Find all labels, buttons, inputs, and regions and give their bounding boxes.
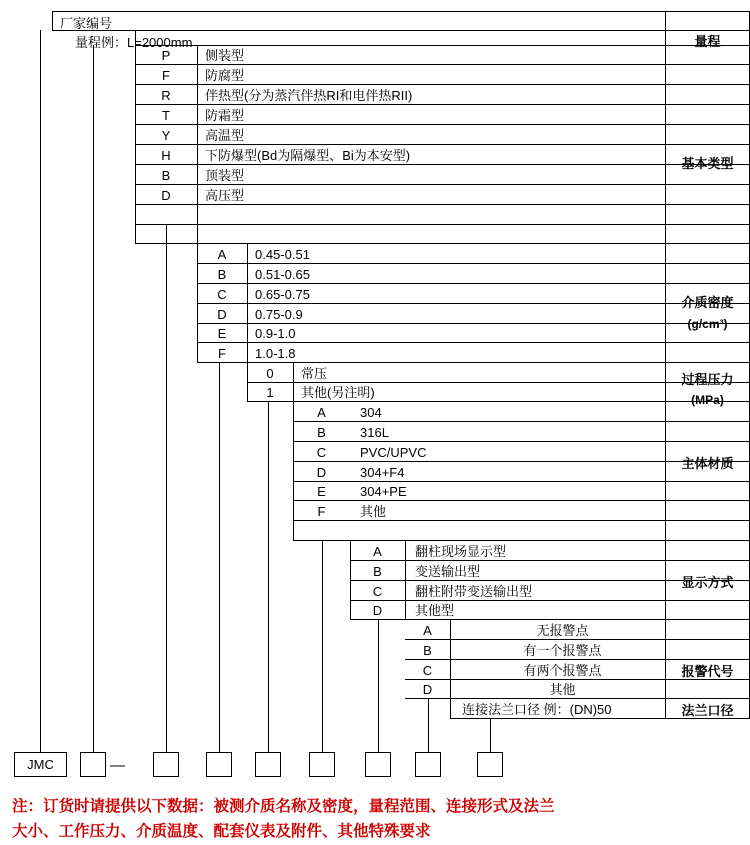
density-code: C bbox=[217, 287, 227, 302]
row-label-density bbox=[665, 292, 750, 331]
lead-range bbox=[93, 45, 94, 752]
row-label-basic-type: 基本类型 bbox=[681, 156, 734, 171]
display-code: B bbox=[373, 564, 382, 579]
row-label-pressure bbox=[665, 369, 750, 407]
alarm-code: D bbox=[422, 682, 433, 697]
lead-display bbox=[378, 619, 379, 752]
flange-code-box[interactable] bbox=[477, 752, 503, 777]
rule-top bbox=[52, 11, 750, 12]
density-code: E bbox=[217, 326, 227, 341]
material-code-box[interactable] bbox=[309, 752, 335, 777]
basic-type-code: D bbox=[161, 188, 171, 203]
basic-type-desc: 伴热型(分为蒸汽伴热RI和电伴热RII) bbox=[205, 88, 413, 103]
manufacturer-number-label: 厂家编号 bbox=[60, 16, 113, 31]
basic-type-code: P bbox=[161, 48, 171, 63]
alarm-desc: 无报警点 bbox=[536, 623, 589, 638]
alarm-desc: 有一个报警点 bbox=[523, 643, 602, 658]
lead-flange bbox=[490, 718, 491, 752]
range-example-label: 量程例：L=2000mm bbox=[75, 35, 193, 50]
lead-material bbox=[322, 540, 323, 752]
display-code: C bbox=[372, 584, 383, 599]
lead-density bbox=[219, 362, 220, 752]
basic-type-desc: 顶装型 bbox=[205, 168, 245, 183]
material-desc: 304+F4 bbox=[360, 465, 405, 480]
basic-type-desc: 高压型 bbox=[205, 188, 245, 203]
rule-mat-end bbox=[293, 540, 750, 541]
separator-dash: — bbox=[110, 757, 125, 774]
vrule-alarm-right bbox=[450, 619, 451, 718]
alarm-code: B bbox=[423, 643, 432, 658]
basic-type-code: H bbox=[161, 148, 171, 163]
row-label-density-unit: (g/cm³) bbox=[687, 317, 728, 331]
rule-disp-3 bbox=[350, 600, 750, 601]
material-code: E bbox=[317, 484, 326, 499]
basic-type-desc: 下防爆型(Bd为隔爆型、Bi为本安型) bbox=[205, 148, 411, 163]
material-desc: 316L bbox=[360, 425, 389, 440]
row-label-flange: 法兰口径 bbox=[681, 703, 734, 718]
note-line-1: 注：订货时请提供以下数据：被测介质名称及密度，量程范围、连接形式及法兰 bbox=[12, 798, 555, 815]
pressure-code-box[interactable] bbox=[255, 752, 281, 777]
density-desc: 0.51-0.65 bbox=[255, 267, 310, 282]
rule-disp-4 bbox=[350, 619, 750, 620]
pressure-code: 1 bbox=[266, 385, 274, 400]
basic-type-desc: 高温型 bbox=[205, 128, 245, 143]
basic-type-code-box[interactable] bbox=[153, 752, 179, 777]
alarm-desc: 有两个报警点 bbox=[523, 663, 602, 678]
rule-bt-blank bbox=[135, 224, 750, 225]
basic-type-code: Y bbox=[161, 128, 171, 143]
rule-bt-end bbox=[135, 243, 750, 244]
density-desc: 1.0-1.8 bbox=[255, 346, 296, 361]
lead-mfr bbox=[40, 30, 41, 752]
row-label-density-text: 介质密度 bbox=[681, 295, 734, 310]
display-desc: 翻柱现场显示型 bbox=[415, 544, 507, 559]
lead-pressure bbox=[268, 401, 269, 752]
density-desc: 0.75-0.9 bbox=[255, 307, 303, 322]
rule-disp-1 bbox=[350, 560, 750, 561]
display-code: A bbox=[373, 544, 382, 559]
material-desc: PVC/UPVC bbox=[360, 445, 427, 460]
display-code: D bbox=[372, 603, 383, 618]
rule-under-mfr bbox=[52, 30, 750, 31]
density-desc: 0.65-0.75 bbox=[255, 287, 310, 302]
note-line-2: 大小、工作压力、介质温度、配套仪表及附件、其他特殊要求 bbox=[12, 823, 431, 840]
row-label-pressure-unit: (MPa) bbox=[691, 393, 724, 407]
material-desc: 304 bbox=[360, 405, 382, 420]
lead-alarm bbox=[428, 698, 429, 752]
density-code: A bbox=[217, 247, 227, 262]
row-label-pressure-text: 过程压力 bbox=[681, 372, 734, 387]
display-desc: 其他型 bbox=[415, 603, 455, 618]
basic-type-desc: 防腐型 bbox=[205, 68, 245, 83]
material-code: D bbox=[316, 465, 327, 480]
material-code: C bbox=[316, 445, 327, 460]
density-desc: 0.45-0.51 bbox=[255, 247, 310, 262]
vrule-disp-right bbox=[405, 540, 406, 619]
vrule-left-mfr bbox=[52, 11, 53, 30]
density-code: B bbox=[217, 267, 227, 282]
pressure-desc: 常压 bbox=[301, 366, 328, 381]
basic-type-code: B bbox=[161, 168, 171, 183]
material-code: B bbox=[317, 425, 326, 440]
row-label-range: 量程 bbox=[694, 34, 721, 49]
material-code: F bbox=[317, 504, 326, 519]
density-code: F bbox=[218, 346, 226, 361]
model-code-box[interactable]: JMC bbox=[14, 752, 67, 777]
row-label-display: 显示方式 bbox=[681, 575, 734, 590]
density-code: D bbox=[217, 307, 227, 322]
alarm-code: C bbox=[422, 663, 433, 678]
density-code-box[interactable] bbox=[206, 752, 232, 777]
basic-type-desc: 侧装型 bbox=[205, 48, 245, 63]
alarm-code-box[interactable] bbox=[415, 752, 441, 777]
vrule-label-col bbox=[665, 11, 666, 718]
alarm-desc: 其他 bbox=[549, 682, 576, 697]
density-desc: 0.9-1.0 bbox=[255, 326, 296, 341]
material-desc: 其他 bbox=[360, 504, 387, 519]
material-code: A bbox=[317, 405, 326, 420]
flange-desc: 连接法兰口径 例：(DN)50 bbox=[462, 702, 612, 717]
basic-type-desc: 防霜型 bbox=[205, 108, 245, 123]
basic-type-code: T bbox=[162, 108, 170, 123]
range-code-box[interactable] bbox=[80, 752, 106, 777]
pressure-desc: 其他(另注明) bbox=[301, 385, 375, 400]
material-desc: 304+PE bbox=[360, 484, 407, 499]
pressure-code: 0 bbox=[266, 366, 274, 381]
row-label-alarm: 报警代号 bbox=[681, 664, 734, 679]
display-desc: 变送输出型 bbox=[415, 564, 481, 579]
lead-basic-type bbox=[166, 224, 167, 752]
row-label-material: 主体材质 bbox=[681, 456, 734, 471]
alarm-code: A bbox=[423, 623, 432, 638]
display-desc: 翻柱附带变送输出型 bbox=[415, 584, 533, 599]
display-code-box[interactable] bbox=[365, 752, 391, 777]
basic-type-code: R bbox=[161, 88, 171, 103]
basic-type-code: F bbox=[162, 68, 170, 83]
